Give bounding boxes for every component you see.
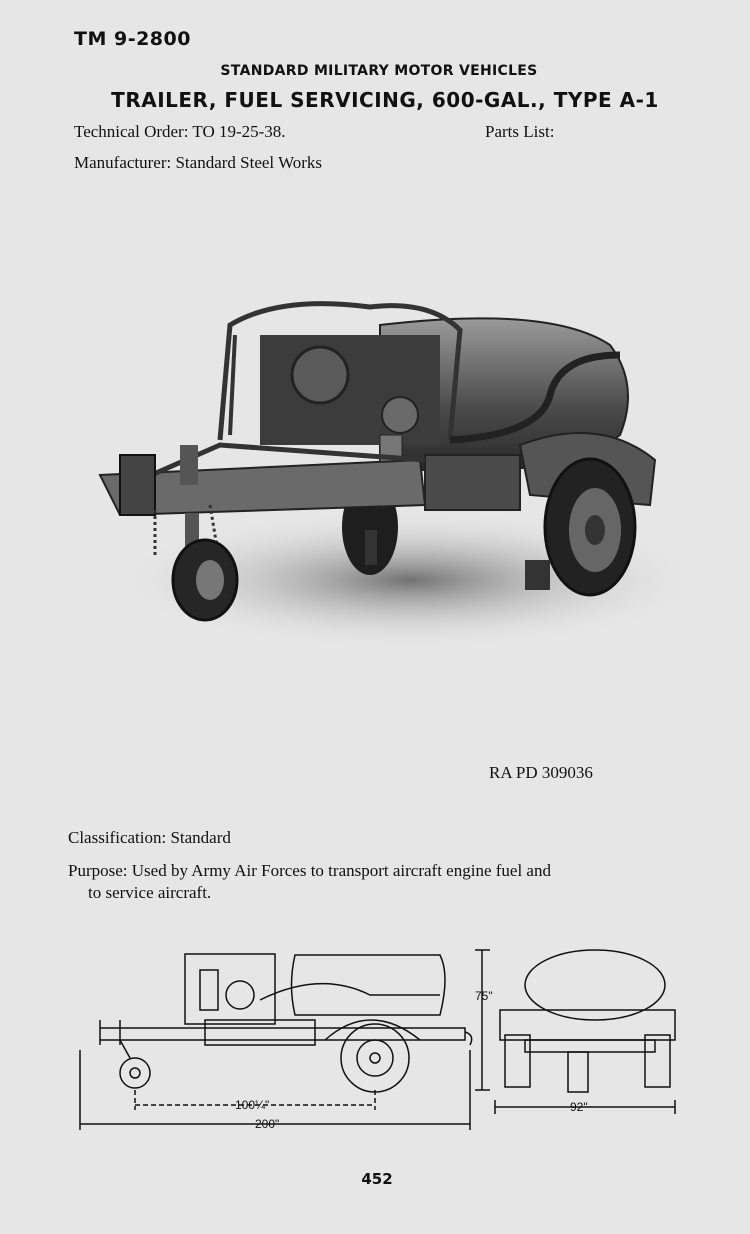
page-title: TRAILER, FUEL SERVICING, 600-GAL., TYPE A-1 <box>111 88 659 112</box>
series-heading: STANDARD MILITARY MOTOR VEHICLES <box>220 63 538 79</box>
technical-order: Technical Order: TO 19-25-38. <box>74 122 286 141</box>
page-number: 452 <box>361 1170 393 1188</box>
dim-wheelbase: 100¼" <box>235 1098 270 1112</box>
purpose-line-1: Purpose: Used by Army Air Forces to transport aircraft engine fuel and <box>68 861 551 880</box>
dim-width: 92" <box>570 1100 588 1114</box>
trailer-photo <box>80 265 680 665</box>
dim-height: 75" <box>475 989 493 1003</box>
purpose <box>68 860 688 904</box>
manual-id: TM 9-2800 <box>74 28 191 50</box>
manufacturer: Manufacturer: Standard Steel Works <box>74 153 323 172</box>
purpose-line-2: to service aircraft. <box>88 883 212 902</box>
photo-caption: RA PD 309036 <box>489 763 593 782</box>
parts-list: Parts List: <box>485 122 555 141</box>
dimension-drawing <box>70 940 690 1135</box>
dim-overall-length: 200" <box>255 1117 280 1131</box>
classification: Classification: Standard <box>68 828 231 847</box>
